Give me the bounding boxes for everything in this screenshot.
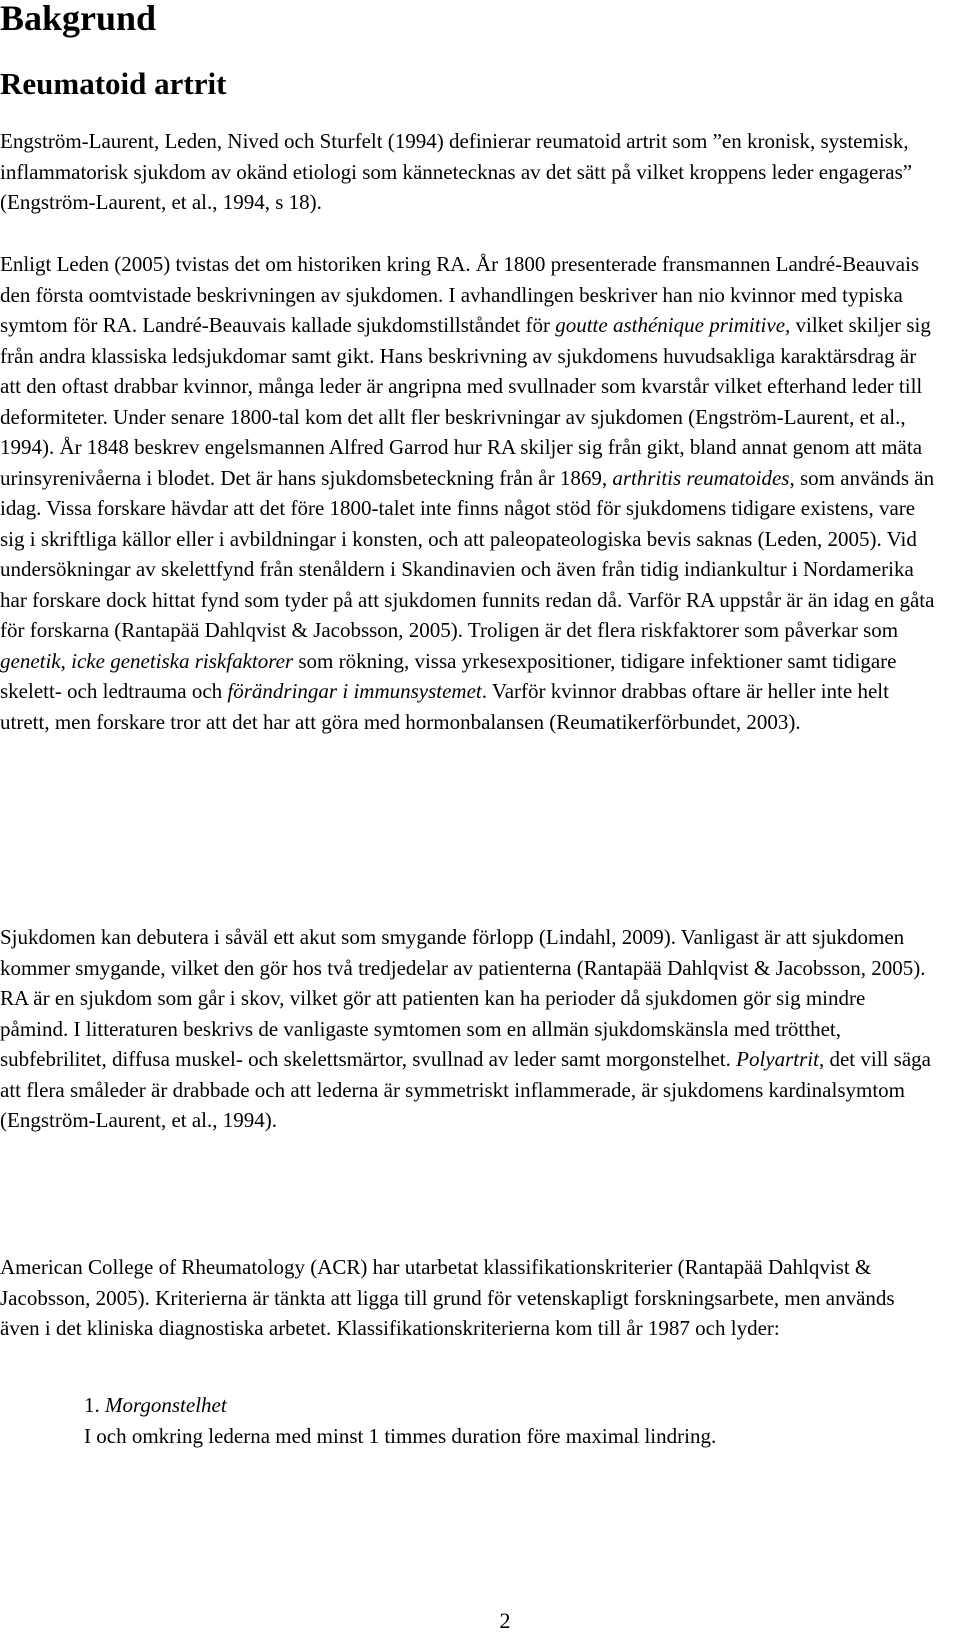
text-run: . Varför kvinnor drabbas oftare är heller inte helt utrett, men forskare tror att det har att göra med hormonbalansen (Reumatikerförbundet, 2003).	[0, 679, 889, 734]
list-item-text: I och omkring lederna med minst 1 timmes duration före maximal lindring.	[84, 1423, 717, 1448]
italic-term: förändringar i immunsystemet	[227, 679, 482, 703]
text-run: , det vill säga att flera småleder är drabbade och att lederna är symmetriskt inflammerade, är sjukdomens kardinalsymtom (Engström-Laurent, et al., 1994).	[0, 1047, 931, 1132]
text-run: som rökning, vissa yrkesexpositioner, tidigare infektioner samt tidigare skelett- och ledtrauma och	[0, 648, 897, 703]
list-item-number: 1.	[84, 1393, 100, 1417]
text-run: Enligt Leden (2005) tvistas det om historiken kring RA. År 1800 presenterade fransmannen Landré-Beauvais den första oomtvistade beskrivningen av sjukdomen. I avhandlingen beskriver han nio kvinnor med typiska symtom för RA. Landré-Beauvais kallade sjukdomstillståndet för	[0, 252, 920, 337]
italic-term: arthritis reumatoides,	[612, 465, 795, 490]
paragraph-definition: Engström-Laurent, Leden, Nived och Sturfelt (1994) definierar reumatoid artrit som ”en kronisk, systemisk, inflammatorisk sjukdom av okänd etiologi som kännetecknas av det sätt på vilket kroppens leder engageras” (Engström-Laurent, et al., 1994, s 18).	[0, 129, 913, 214]
italic-term: Polyartrit	[736, 1047, 819, 1071]
italic-term: goutte asthénique primitive	[555, 313, 786, 337]
page-number: 2	[499, 1608, 511, 1633]
section-heading: Reumatoid artrit	[0, 66, 227, 101]
list-item	[84, 1390, 844, 1421]
paragraph-history	[0, 249, 935, 737]
page-heading: Bakgrund	[0, 0, 157, 38]
paragraph-criteria: American College of Rheumatology (ACR) har utarbetat klassifikationskriterier (Rantapää Dahlqvist & Jacobsson, 2005). Kriterierna är tänkta att ligga till grund för vetenskapligt forskningsarbete, men används även i det kliniska diagnostiska arbetet. Klassifikationskriterierna kom till år 1987 och lyder:	[0, 1255, 895, 1340]
paragraph-symptoms	[0, 922, 935, 1136]
criteria-list	[84, 1390, 844, 1451]
text-run: som används än idag. Vissa forskare hävdar att det före 1800-talet inte finns något stöd för sjukdomens tidigare existens, vare sig i skriftliga källor eller i avbildningar i konsten, och att paleopateologiska bevis saknas (Leden, 2005). Vid undersökningar av skelettfynd från stenåldern i Skandinavien och även från tidig indiankultur i Nordamerika har forskare dock hittat fynd som tyder på att sjukdomen funnits redan då. Varför RA uppstår är än idag en gåta för forskarna (Rantapää Dahlqvist & Jacobsson, 2005). Troligen är det flera riskfaktorer som påverkar som	[0, 465, 935, 642]
italic-term: icke genetiska riskfaktorer	[71, 648, 294, 673]
text-run: Sjukdomen kan debutera i såväl ett akut som smygande förlopp (Lindahl, 2009). Vanligast är att sjukdomen kommer smygande, vilket den gör hos två tredjedelar av patienterna (Rantapää Dahlqvist & Jacobsson, 2005). RA är en sjukdom som går i skov, vilket gör att patienten kan ha perioder då sjukdomen gör sig mindre påmind. I litteraturen beskrivs de vanligaste symtomen som en allmän sjukdomskänsla med trötthet, subfebrilitet, diffusa muskel- och skelettsmärtor, svullnad av leder samt morgonstelhet.	[0, 925, 926, 1071]
italic-term: genetik	[0, 648, 61, 673]
text-run: ,	[60, 648, 72, 673]
list-item-title: Morgonstelhet	[105, 1393, 227, 1417]
text-run: , vilket skiljer sig från andra klassiska ledsjukdomar samt gikt. Hans beskrivning av sjukdomens huvudsakliga karaktärsdrag är att den oftast drabbar kvinnor, många leder är angripna med svullnader som kvarstår vilket efterhand leder till deformiteter. Under senare 1800-tal kom det allt fler beskrivningar av sjukdomen (Engström-Laurent, et al., 1994). År 1848 beskrev engelsmannen Alfred Garrod hur RA skiljer sig från gikt, bland annat genom att mäta urinsyrenivåerna i blodet. Det är hans sjukdomsbeteckning från år 1869,	[0, 313, 931, 490]
